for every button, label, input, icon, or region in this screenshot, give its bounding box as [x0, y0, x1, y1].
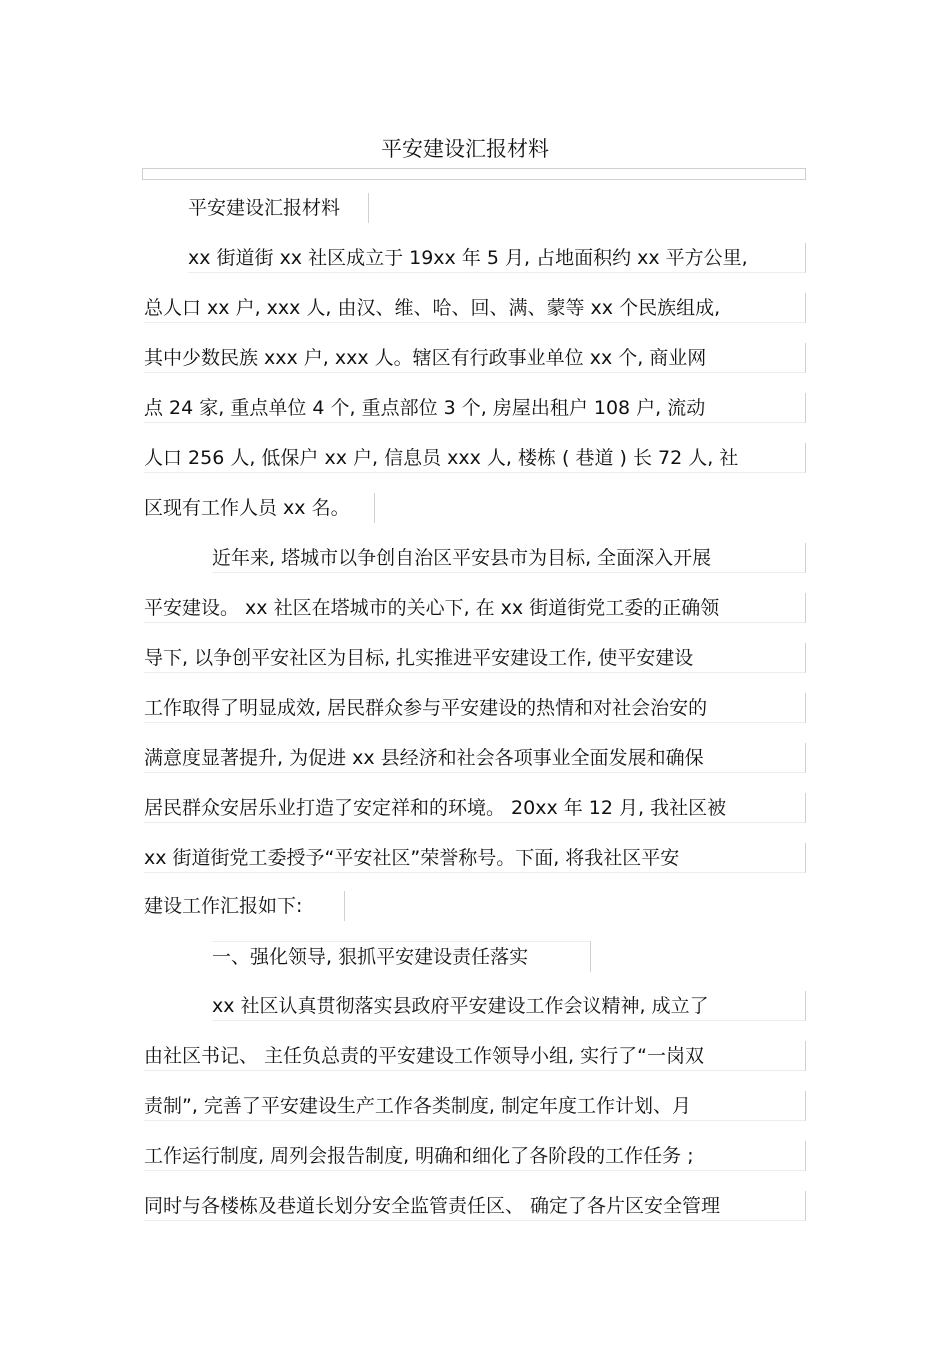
doc-subtitle: 平安建设汇报材料	[188, 193, 369, 223]
paragraph-line: 近年来, 塔城市以争创自治区平安县市为目标, 全面深入开展	[212, 543, 806, 573]
paragraph-line: 工作运行制度, 周列会报告制度, 明确和细化了各阶段的工作任务 ;	[144, 1141, 806, 1171]
paragraph-line: 区现有工作人员 xx 名。	[144, 493, 375, 523]
document-title: 平安建设汇报材料	[381, 137, 549, 161]
paragraph-line: 同时与各楼栋及巷道长划分安全监管责任区、 确定了各片区安全管理	[144, 1191, 806, 1221]
paragraph-line: 满意度显著提升, 为促进 xx 县经济和社会各项事业全面发展和确保	[144, 743, 806, 773]
paragraph-line: 平安建设。 xx 社区在塔城市的关心下, 在 xx 街道街党工委的正确领	[144, 593, 806, 623]
paragraph-line: 责制”, 完善了平安建设生产工作各类制度, 制定年度工作计划、月	[144, 1091, 806, 1121]
paragraph-line: xx 社区认真贯彻落实县政府平安建设工作会议精神, 成立了	[212, 991, 806, 1021]
paragraph-line: xx 街道街党工委授予“平安社区”荣誉称号。下面, 将我社区平安	[144, 843, 806, 873]
paragraph-line: 其中少数民族 xxx 户, xxx 人。辖区有行政事业单位 xx 个, 商业网	[144, 343, 806, 373]
paragraph-line: 人口 256 人, 低保户 xx 户, 信息员 xxx 人, 楼栋 ( 巷道 ) 长 72 人, 社	[144, 443, 806, 473]
paragraph-line: xx 街道街 xx 社区成立于 19xx 年 5 月, 占地面积约 xx 平方公里,	[188, 243, 806, 273]
paragraph-line: 居民群众安居乐业打造了安定祥和的环境。 20xx 年 12 月, 我社区被	[144, 793, 806, 823]
paragraph-line: 建设工作汇报如下:	[144, 891, 345, 921]
paragraph-line: 由社区书记、 主任负总责的平安建设工作领导小组, 实行了“一岗双	[144, 1041, 806, 1071]
header-rule	[142, 168, 806, 180]
paragraph-line: 工作取得了明显成效, 居民群众参与平安建设的热情和对社会治安的	[144, 693, 806, 723]
section-heading: 一、强化领导, 狠抓平安建设责任落实	[212, 941, 591, 972]
paragraph-line: 总人口 xx 户, xxx 人, 由汉、维、哈、回、满、蒙等 xx 个民族组成,	[144, 293, 806, 323]
paragraph-line: 导下, 以争创平安社区为目标, 扎实推进平安建设工作, 使平安建设	[144, 643, 806, 673]
paragraph-line: 点 24 家, 重点单位 4 个, 重点部位 3 个, 房屋出租户 108 户, 流动	[144, 393, 806, 423]
